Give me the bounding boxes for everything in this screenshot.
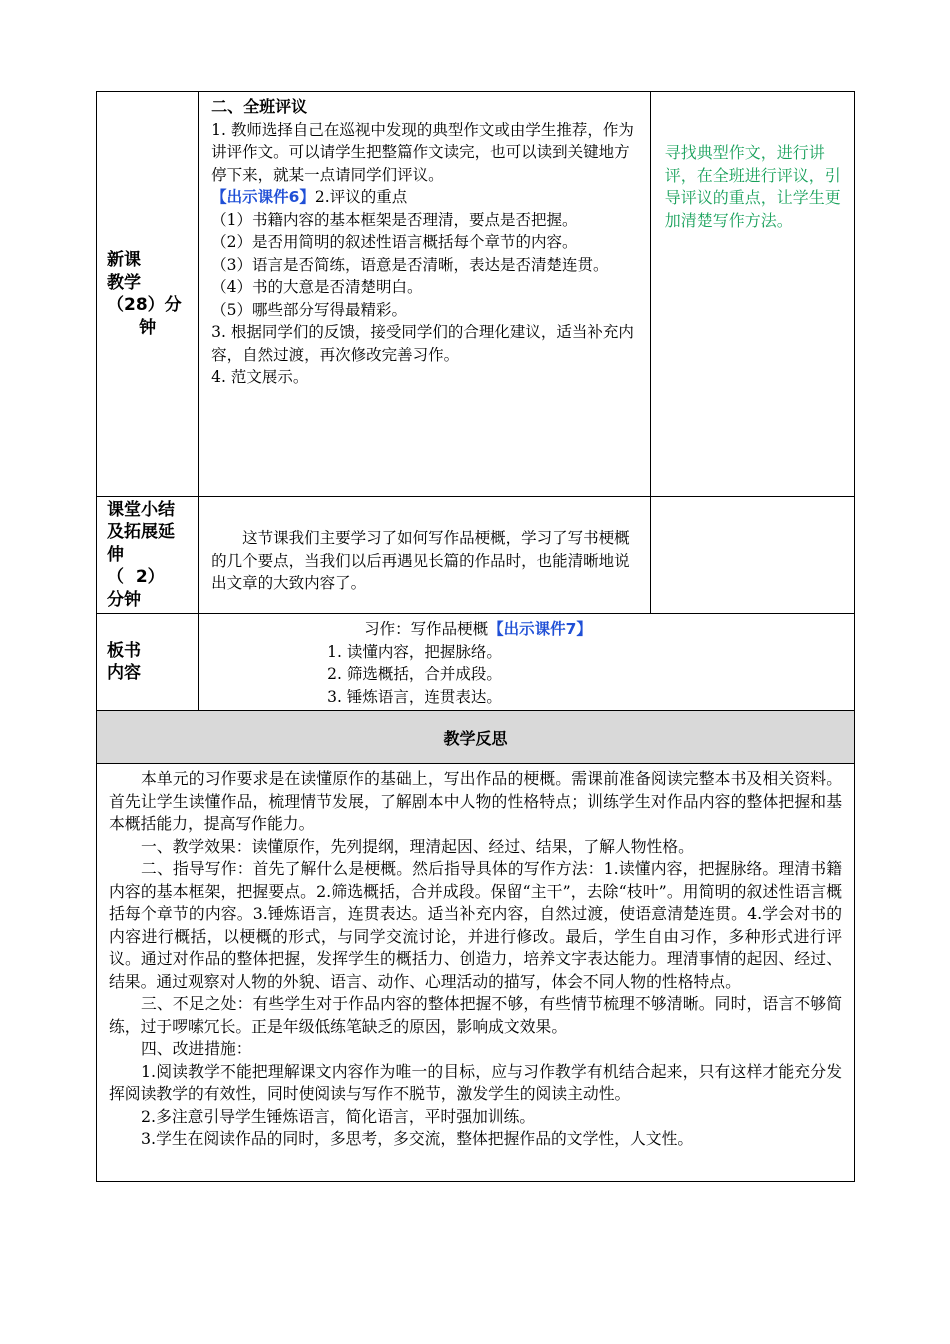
label-line: 钟 bbox=[139, 317, 157, 338]
label-line: 板书 bbox=[107, 640, 141, 661]
label-line: 课堂小结 bbox=[107, 499, 175, 520]
row-reflection-body bbox=[97, 764, 855, 1182]
reflection-paragraph: 三、不足之处：有些学生对于作品内容的整体把握不够，有些情节梳理不够清晰。同时，语言不够简练，过于啰嗦冗长。正是年级低练笔缺乏的原因，影响成文效果。 bbox=[109, 994, 842, 1036]
label-line: 伸 bbox=[107, 544, 124, 565]
row-reflection-header bbox=[97, 711, 855, 764]
board-title: 习作：写作品梗概 bbox=[364, 620, 489, 638]
row-new-lesson bbox=[97, 92, 855, 497]
review-point: （3）语言是否简练，语意是否清晰，表达是否清楚连贯。 bbox=[211, 255, 609, 274]
reflection-paragraph: 1.阅读教学不能把理解课文内容作为唯一的目标，应与习作教学有机结合起来，只有这样才能充分发挥阅读教学的有效性，同时使阅读与写作不脱节，激发学生的阅读主动性。 bbox=[109, 1061, 842, 1103]
courseware-tag: 【出示课件6】 bbox=[211, 188, 315, 206]
label-line: （ 2） bbox=[107, 567, 165, 588]
reflection-title: 教学反思 bbox=[97, 711, 855, 764]
label-line: 及拓展延 bbox=[107, 522, 175, 543]
board-item: 2. 筛选概括，合并成段。 bbox=[327, 665, 502, 683]
summary-note-empty bbox=[650, 497, 854, 614]
label-line: （28）分 bbox=[107, 295, 182, 315]
courseware-tag: 【出示课件7】 bbox=[488, 620, 592, 638]
row-board bbox=[97, 614, 855, 711]
section-heading: 二、全班评议 bbox=[211, 97, 308, 116]
review-point: （1）书籍内容的基本框架是否理清，要点是否把握。 bbox=[211, 210, 578, 229]
reflection-paragraph: 四、改进措施： bbox=[141, 1039, 252, 1058]
paragraph-with-courseware bbox=[211, 186, 644, 209]
summary-content bbox=[199, 497, 651, 614]
label-line: 新课 bbox=[107, 250, 141, 270]
reflection-content bbox=[97, 764, 855, 1182]
reflection-paragraph: 3.学生在阅读作品的同时，多思考，多交流，整体把握作品的文学性，人文性。 bbox=[141, 1129, 694, 1148]
board-item: 1. 读懂内容，把握脉络。 bbox=[327, 642, 502, 661]
new-lesson-content bbox=[199, 92, 651, 497]
review-point: （5）哪些部分写得最精彩。 bbox=[211, 300, 407, 319]
summary-text: 这节课我们主要学习了如何写作品梗概，学习了写书梗概的几个要点，当我们以后再遇见长篇的作品时，也能清晰地说出文章的大致内容了。 bbox=[211, 529, 630, 592]
paragraph: 3. 根据同学们的反馈，接受同学们的合理化建议，适当补充内容，自然过渡，再次修改完善习作。 bbox=[211, 323, 634, 364]
row-summary bbox=[97, 497, 855, 614]
review-point: （4）书的大意是否清楚明白。 bbox=[211, 278, 423, 296]
board-item: 3. 锤炼语言，连贯表达。 bbox=[327, 687, 502, 706]
label-line: 分钟 bbox=[107, 589, 141, 610]
label-line: 内容 bbox=[107, 663, 141, 683]
row-label-new-lesson bbox=[97, 92, 199, 497]
paragraph-text: 2.评议的重点 bbox=[314, 188, 408, 206]
reflection-paragraph: 二、指导写作：首先了解什么是梗概。然后指导具体的写作方法：1.读懂内容，把握脉络。理清书籍内容的基本框架，把握要点。2.筛选概括，合并成段。保留“主干”，去除“枝叶”。用简明的叙述性语言概括每个章节的内容。3.锤炼语言，连贯表达。适当补充内容，自然过渡，使语意清楚连贯。4.学会对书的内容进行概括，以梗概的形式，与同学交流讨论，并进行修改。最后，学生自由习作，多种形式进行评议。通过对作品的整体把握，发挥学生的概括力、创造力，培养文字表达能力。理清事情的起因、经过、结果。通过观察对人物的外貌、语言、动作、心理活动的描写，体会不同人物的性格特点。 bbox=[109, 859, 842, 991]
lesson-plan-page bbox=[96, 91, 855, 1182]
lesson-plan-table bbox=[96, 91, 855, 1182]
reflection-paragraph: 本单元的习作要求是在读懂原作的基础上，写出作品的梗概。需课前准备阅读完整本书及相关资料。首先让学生读懂作品，梳理情节发展，了解剧本中人物的性格特点；训练学生对作品内容的整体把握和基本概括能力，提高写作能力。 bbox=[109, 769, 842, 833]
paragraph: 4. 范文展示。 bbox=[211, 368, 309, 386]
design-note: 寻找典型作文，进行讲评，在全班进行评议，引导评议的重点，让学生更加清楚写作方法。 bbox=[650, 92, 854, 497]
review-point: （2）是否用简明的叙述性语言概括每个章节的内容。 bbox=[211, 233, 578, 251]
row-label-summary bbox=[97, 497, 199, 614]
board-title-line bbox=[199, 618, 854, 641]
board-content bbox=[199, 614, 855, 711]
row-label-board bbox=[97, 614, 199, 711]
reflection-paragraph: 2.多注意引导学生锤炼语言，简化语言，平时强加训练。 bbox=[141, 1106, 536, 1126]
paragraph: 1. 教师选择自己在巡视中发现的典型作文或由学生推荐，作为讲评作文。可以请学生把整篇作文读完，也可以读到关键地方停下来，就某一点请同学们评议。 bbox=[211, 120, 634, 184]
reflection-paragraph: 一、教学效果：读懂原作，先列提纲，理清起因、经过、结果，了解人物性格。 bbox=[141, 836, 694, 856]
label-line: 教学 bbox=[107, 272, 141, 293]
